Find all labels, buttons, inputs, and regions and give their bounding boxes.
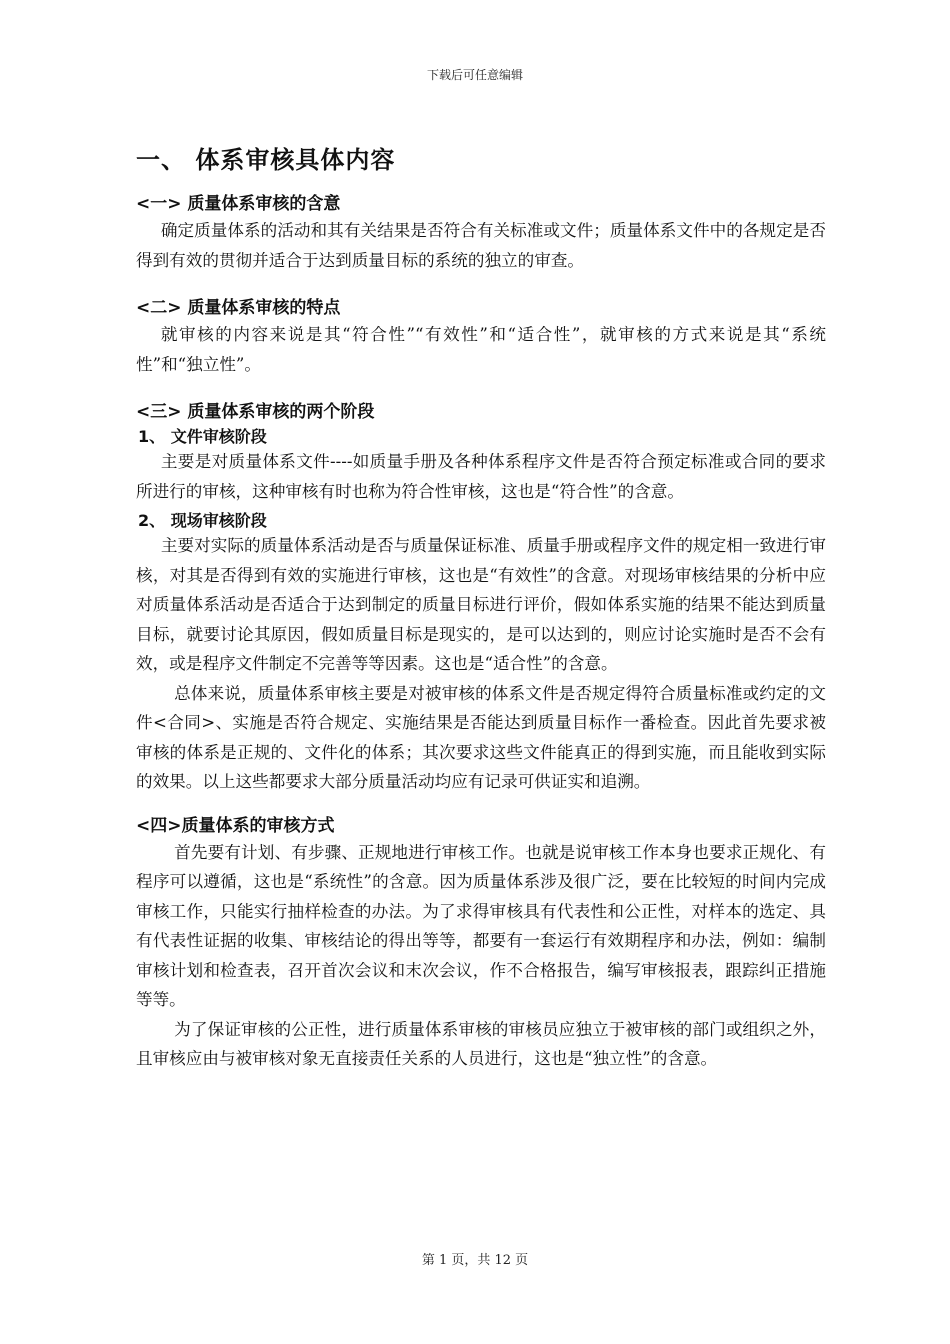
- section-2-paragraph: 就审核的内容来说是其“符合性”“有效性”和“适合性”，就审核的方式来说是其“系统性”和“独立性”。: [136, 325, 826, 374]
- section-4-paragraph-2: 为了保证审核的公正性，进行质量体系审核的审核员应独立于被审核的部门或组织之外，且审核应由与被审核对象无直接责任关系的人员进行，这也是“独立性”的含意。: [136, 1019, 826, 1068]
- page-header: 下载后可任意编辑: [426, 68, 523, 82]
- section-3-heading: <三> 质量体系审核的两个阶段: [136, 402, 375, 422]
- page-footer: 第 1 页，共 12 页: [421, 1253, 529, 1268]
- section-4-paragraph-1: 首先要有计划、有步骤、正规地进行审核工作。也就是说审核工作本身也要求正规化、有程序可以遵循，这也是“系统性”的含意。因为质量体系涉及很广泛，要在比较短的时间内完成审核工作，只能实行抽样检查的办法。为了求得审核具有代表性和公正性，对样本的选定、具有代表性证据的收集、审核结论的得出等等，都要有一套运行有效期程序和办法，例如：编制审核计划和检查表，召开首次会议和末次会议，作不合格报告，编写审核报表，跟踪纠正措施等等。: [136, 842, 826, 1009]
- section-3-sub-1-paragraph: 主要是对质量体系文件----如质量手册及各种体系程序文件是否符合预定标准或合同的要求所进行的审核，这种审核有时也称为符合性审核，这也是“符合性”的含意。: [136, 452, 826, 501]
- section-2-heading: <二> 质量体系审核的特点: [136, 298, 341, 318]
- main-heading: 一、 体系审核具体内容: [136, 146, 396, 174]
- section-3-summary-paragraph: 总体来说，质量体系审核主要是对被审核的体系文件是否规定得符合质量标准或约定的文件<合同>、实施是否符合规定、实施结果是否能达到质量目标作一番检查。因此首先要求被审核的体系是正规的、文件化的体系；其次要求这些文件能真正的得到实施，而且能收到实际的效果。以上这些都要求大部分质量活动均应有记录可供证实和追溯。: [136, 683, 826, 791]
- section-3-sub-2-heading: 2、 现场审核阶段: [138, 511, 267, 530]
- section-3-sub-1-heading: 1、 文件审核阶段: [138, 427, 267, 446]
- section-1-paragraph: 确定质量体系的活动和其有关结果是否符合有关标准或文件；质量体系文件中的各规定是否得到有效的贯彻并适合于达到质量目标的系统的独立的审查。: [136, 221, 826, 270]
- document-body: [136, 140, 826, 1074]
- section-3-sub-2-paragraph: 主要对实际的质量体系活动是否与质量保证标准、质量手册或程序文件的规定相一致进行审核，对其是否得到有效的实施进行审核，这也是“有效性”的含意。对现场审核结果的分析中应对质量体系活动是否适合于达到制定的质量目标进行评价，假如体系实施的结果不能达到质量目标，就要讨论其原因，假如质量目标是现实的，是可以达到的，则应讨论实施时是否不会有效，或是程序文件制定不完善等等因素。这也是“适合性”的含意。: [136, 536, 826, 673]
- section-1-heading: <一> 质量体系审核的含意: [136, 194, 341, 214]
- section-4-heading: <四>质量体系的审核方式: [136, 815, 335, 836]
